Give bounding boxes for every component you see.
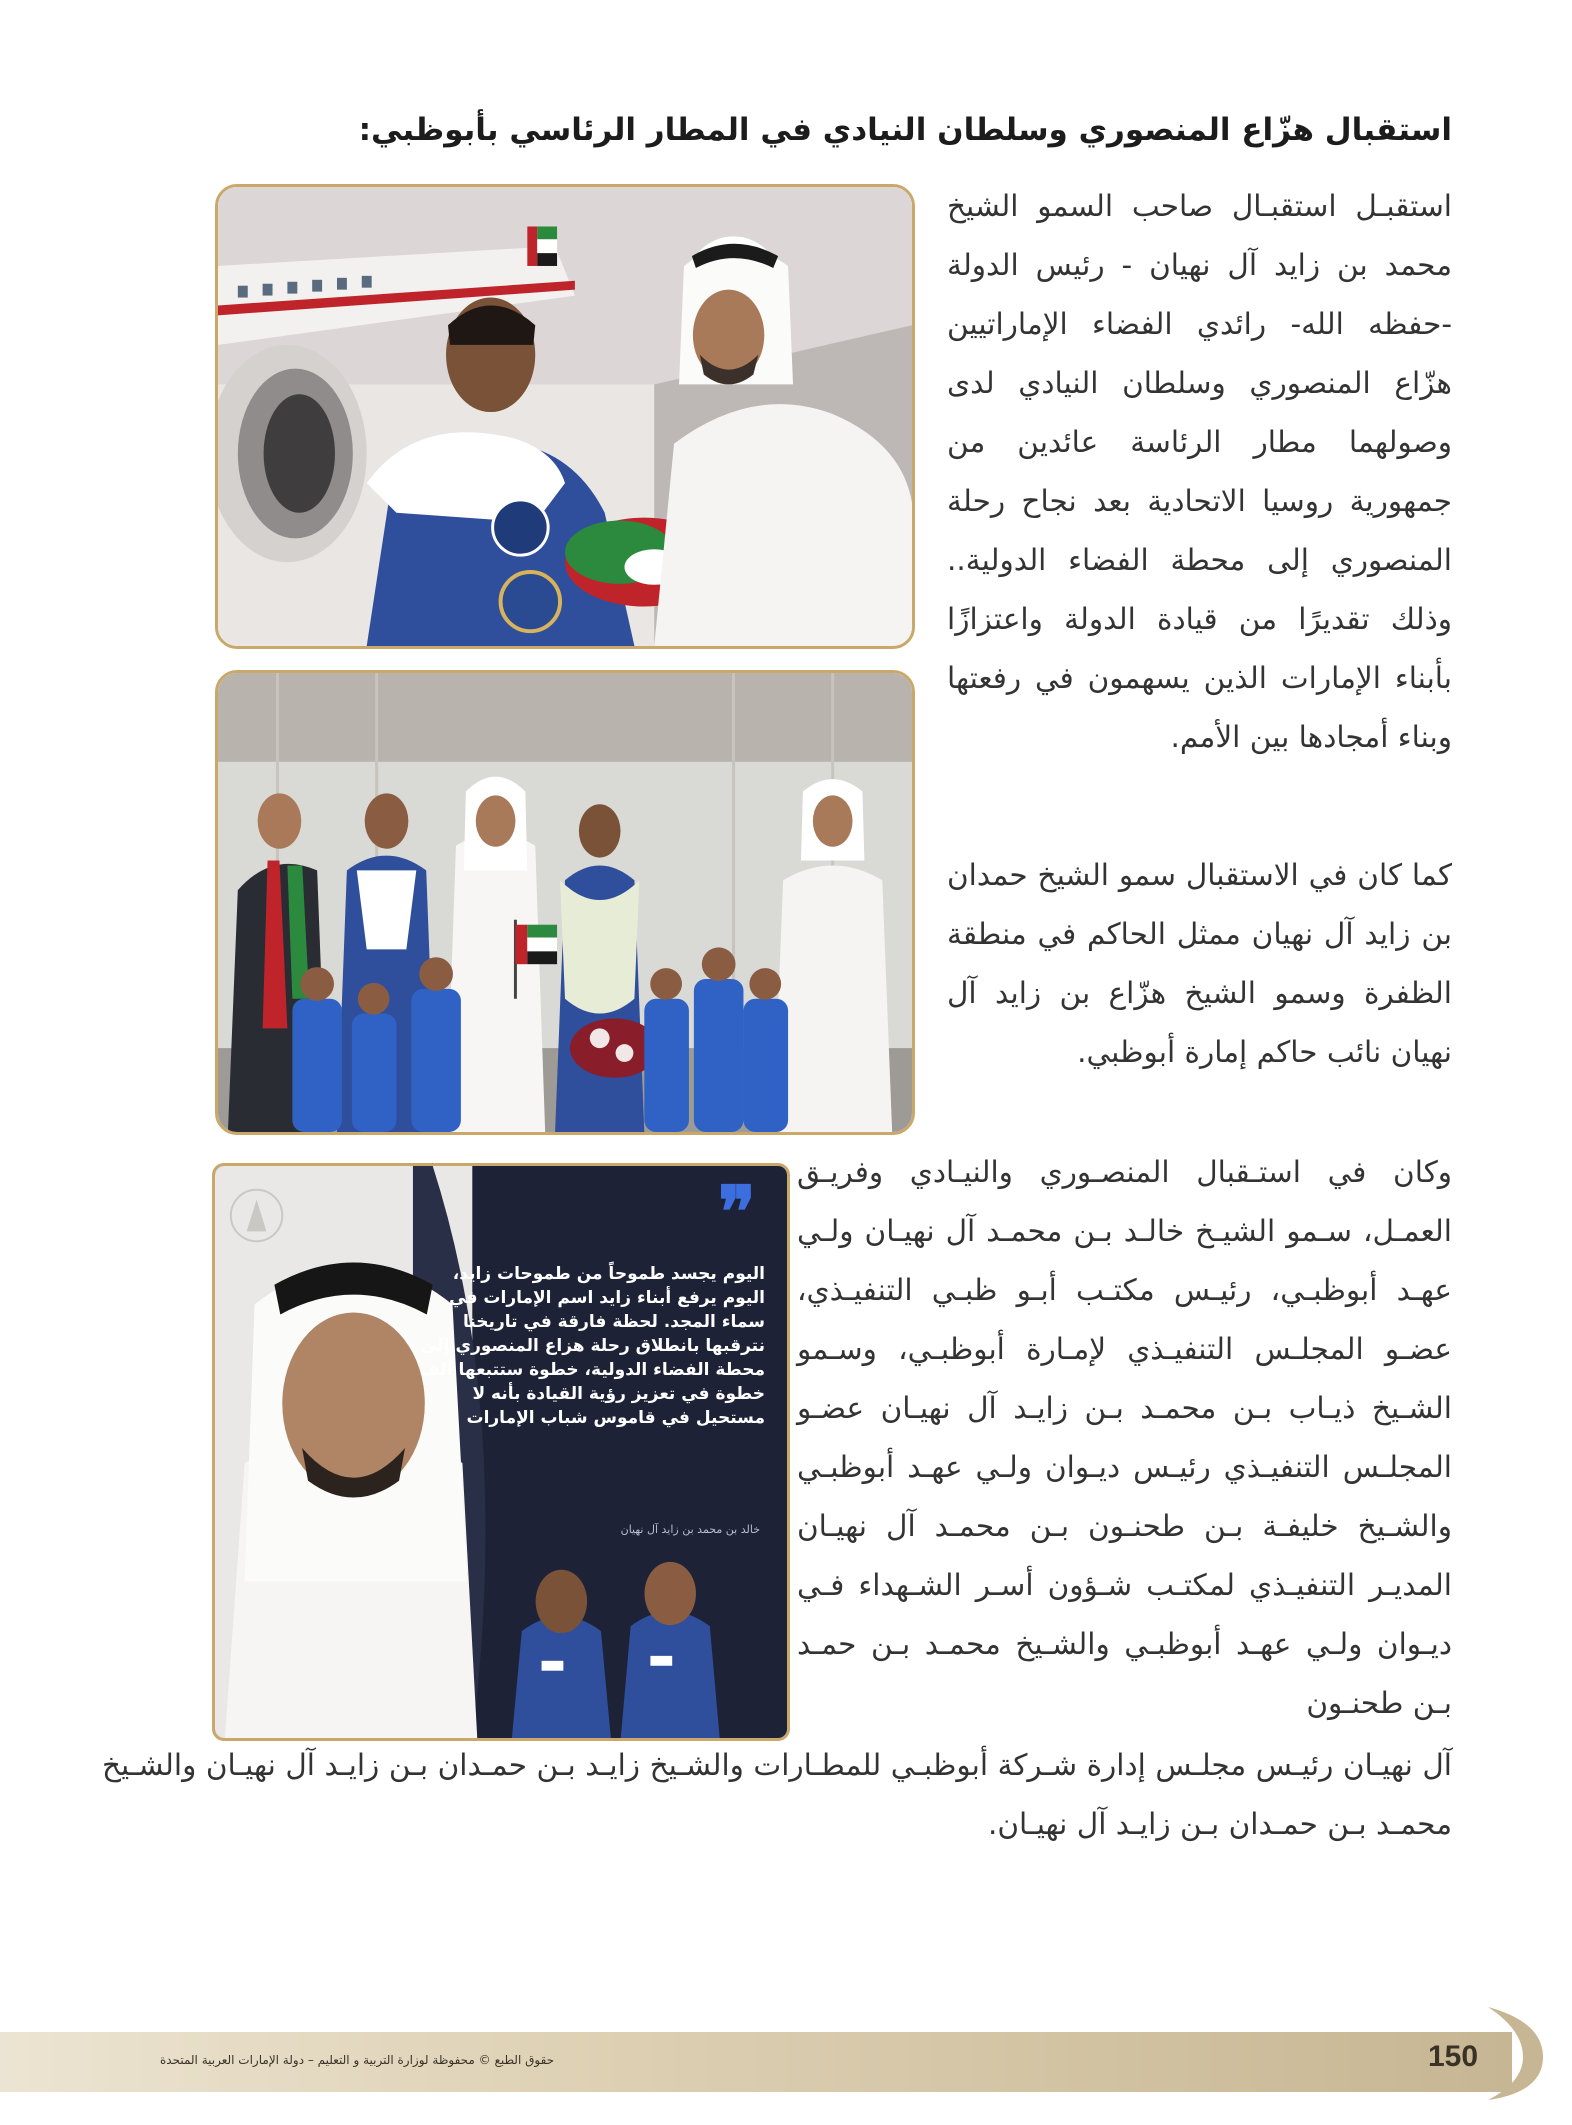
- section-heading: استقبال هزّاع المنصوري وسلطان النيادي في المطار الرئاسي بأبوظبي:: [358, 112, 1452, 148]
- poster-quote-card: [212, 1163, 790, 1741]
- paragraph-team-reception-continued: آل نهيـان رئيـس مجلـس إدارة شـركة أبوظبـي للمطـارات والشـيخ زايـد بـن حمـدان بـن زايـد آل نهيـان والشـيخ محمـد بـن حمـدان بـن زايـد آل نهيـان.: [102, 1748, 1452, 1841]
- poster-signature: خالد بن محمد بن زايد آل نهيان: [620, 1523, 760, 1536]
- copyright-notice: حقوق الطبع © محفوظة لوزارة التربية و التعليم – دولة الإمارات العربية المتحدة: [160, 2053, 555, 2067]
- paragraph-reception: استقبـل استقبـال صاحب السمو الشيخ محمد بن زايد آل نهيان - رئيس الدولة -حفظه الله- رائدي الفضاء الإماراتيين هزّاع المنصوري وسلطان النيادي لدى وصولهما مطار الرئاسة عائدين من جمهورية روسيا الاتحادية بعد نجاح رحلة المنصوري إلى محطة الفضاء الدولية.. وذلك تقديرًا من قيادة الدولة واعتزازًا بأبناء الإمارات الذين يسهمون في رفعتها وبناء أمجادها بين الأمم.: [947, 189, 1452, 754]
- photo-airport-greeting: [215, 184, 915, 649]
- paragraph-attendees: كما كان في الاستقبال سمو الشيخ حمدان بن زايد آل نهيان ممثل الحاكم في منطقة الظفرة وسمو الشيخ هزّاع بن زايد آل نهيان نائب حاكم إمارة أبوظبي.: [947, 858, 1452, 1069]
- poster-quote-text: اليوم يجسد طموحاً من طموحات زايد، اليوم يرفع أبناء زايد اسم الإمارات في سماء المجد. لحظة فارقة في تاريخنا نترقبها بانطلاق رحلة هزاع المنصوري إلى محطة الفضاء الدولية، خطوة ستتبعها ألف خطوة في تعزيز رؤية القيادة بأنه لا مستحيل في قاموس شباب الإمارات: [420, 1264, 765, 1428]
- photo-group-welcome-illustration: [218, 673, 912, 1132]
- poster-quote-mark-icon: ❞: [718, 1170, 756, 1253]
- page-number: 150: [1427, 2040, 1479, 2073]
- poster-portrait-illustration: [215, 1166, 787, 1738]
- photo-group-welcome: [215, 670, 915, 1135]
- photo-airport-greeting-illustration: [218, 187, 912, 646]
- paragraph-team-reception: وكان في استـقبال المنصـوري والنيـادي وفريـق العمـل، سـمو الشيـخ خالـد بـن محمـد آل نهيـان ولـي عهـد أبوظبـي، رئيـس مكتـب أبـو ظبـي التنفيـذي، عضـو المجلـس التنفيـذي لإمـارة أبوظبـي، وسـمو الشـيخ ذيـاب بـن محمـد بـن زايـد آل نهيـان عضـو المجلـس التنفيـذي رئيـس ديـوان ولـي عهـد أبوظبـي والشـيخ خليفـة بـن طحنـون بـن محمـد آل نهيـان المديـر التنفيـذي لمكتـب شـؤون أسـر الشـهداء فـي ديـوان ولـي عهـد أبوظبـي والشـيخ محمـد بـن حمـد بـن طحنـون: [797, 1155, 1452, 1720]
